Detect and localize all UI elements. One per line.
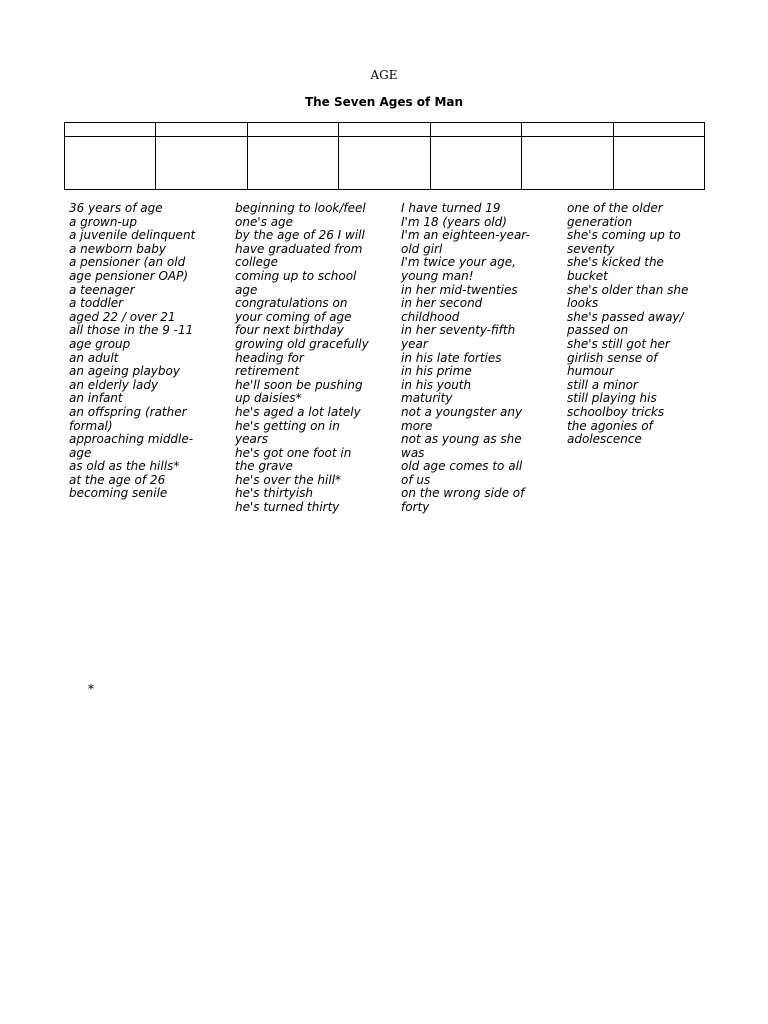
word-list-item: young man! — [401, 268, 474, 283]
word-list-item: the grave — [235, 459, 293, 474]
word-list-item: age — [235, 282, 258, 297]
word-list-item: formal) — [69, 418, 113, 433]
word-list-item: an adult — [69, 350, 119, 365]
word-list-item: forty — [401, 500, 430, 515]
table-header-cell — [65, 123, 156, 137]
word-list-item: seventy — [567, 241, 615, 256]
page-title: The Seven Ages of Man — [304, 95, 464, 109]
word-list-item: passed on — [567, 323, 629, 338]
word-list-item: old age comes to all — [401, 459, 523, 474]
table-body-cell — [156, 137, 247, 190]
word-list-item: not as young as she — [401, 432, 522, 447]
word-list-item: childhood — [401, 309, 460, 324]
word-list-item: in her second — [401, 296, 483, 311]
word-list-item: four next birthday — [235, 323, 344, 338]
word-list-item: at the age of 26 — [69, 472, 166, 487]
word-list-item: in her seventy-fifth — [401, 323, 516, 338]
word-list-item: retirement — [235, 364, 300, 379]
word-list-item: an ageing playboy — [69, 364, 180, 379]
table-body-cell — [522, 137, 613, 190]
word-list-item: maturity — [401, 391, 453, 406]
word-list-item: a grown-up — [69, 214, 138, 229]
table-body-cell — [339, 137, 430, 190]
word-list-item: up daisies* — [235, 391, 302, 406]
word-list-item: he's over the hill* — [235, 472, 342, 487]
word-list-item: I'm twice your age, — [401, 255, 516, 270]
table-header-cell — [156, 123, 247, 137]
word-list-item: aged 22 / over 21 — [69, 309, 176, 324]
table-body-cell — [613, 137, 704, 190]
page-heading: AGE — [370, 68, 398, 82]
word-list-item: generation — [567, 214, 633, 229]
word-list-item: your coming of age — [235, 309, 352, 324]
word-list-item: humour — [567, 364, 614, 379]
word-list-item: beginning to look/feel — [235, 201, 366, 215]
word-list-item: 36 years of age — [69, 201, 163, 215]
word-list-item: I'm 18 (years old) — [401, 214, 507, 229]
word-column-3 — [401, 202, 546, 515]
table-header-cell — [247, 123, 338, 137]
word-list-item: in his youth — [401, 377, 472, 392]
word-list-item: year — [401, 336, 428, 351]
word-column-1 — [69, 202, 214, 501]
word-list-item: in his prime — [401, 364, 472, 379]
word-list-item: still a minor — [567, 377, 638, 392]
word-list-item: of us — [401, 472, 431, 487]
word-list-item: approaching middle- — [69, 432, 194, 447]
word-list-item: years — [235, 432, 269, 447]
table-header-cell — [522, 123, 613, 137]
word-list-item: have graduated from — [235, 241, 363, 256]
word-list-item: in her mid-twenties — [401, 282, 518, 297]
word-list-item: college — [235, 255, 278, 270]
word-list-item: he's getting on in — [235, 418, 340, 433]
word-list-item: age — [69, 445, 92, 460]
word-list-item: a newborn baby — [69, 241, 166, 256]
word-list-item: he's turned thirty — [235, 500, 340, 515]
word-list-item: he'll soon be pushing — [235, 377, 363, 392]
word-column-2 — [235, 202, 380, 515]
word-list-item: on the wrong side of — [401, 486, 525, 501]
table-header-cell — [430, 123, 521, 137]
word-list-item: she's older than she — [567, 282, 689, 297]
word-list-item: a juvenile delinquent — [69, 228, 196, 243]
table-body-cell — [247, 137, 338, 190]
table-body-row — [65, 137, 705, 190]
word-list-item: schoolboy tricks — [567, 404, 665, 419]
word-list-item: a toddler — [69, 296, 124, 311]
word-list-item: an elderly lady — [69, 377, 159, 392]
word-list-item: an offspring (rather — [69, 404, 187, 419]
word-list-item: still playing his — [567, 391, 657, 406]
word-list-item: looks — [567, 296, 599, 311]
word-list-item: coming up to school — [235, 268, 357, 283]
footnote-marker: * — [88, 682, 94, 696]
word-list-item: not a youngster any — [401, 404, 523, 419]
word-list-item: he's got one foot in — [235, 445, 352, 460]
word-list-item: an infant — [69, 391, 123, 406]
word-list-item: she's coming up to — [567, 228, 681, 243]
word-list-item: congratulations on — [235, 296, 348, 311]
table-body-cell — [430, 137, 521, 190]
word-list-item: she's passed away/ — [567, 309, 684, 324]
word-list-item: age group — [69, 336, 131, 351]
word-list-item: a pensioner (an old — [69, 255, 186, 270]
word-list-item: in his late forties — [401, 350, 502, 365]
word-list-item: one's age — [235, 214, 294, 229]
word-list-item: a teenager — [69, 282, 135, 297]
word-list-item: he's thirtyish — [235, 486, 313, 501]
seven-ages-table — [64, 122, 705, 190]
table-header-cell — [339, 123, 430, 137]
word-list-item: was — [401, 445, 425, 460]
word-list-item: as old as the hills* — [69, 459, 180, 474]
word-list-item: growing old gracefully — [235, 336, 369, 351]
word-list-item: girlish sense of — [567, 350, 658, 365]
table-header-row — [65, 123, 705, 137]
table-header-cell — [613, 123, 704, 137]
word-list-item: by the age of 26 I will — [235, 228, 365, 243]
word-list-item: one of the older — [567, 201, 663, 215]
word-list-item: she's still got her — [567, 336, 670, 351]
word-list-item: all those in the 9 -11 — [69, 323, 194, 338]
word-column-4 — [567, 202, 712, 447]
word-list-item: bucket — [567, 268, 608, 283]
word-list-item: heading for — [235, 350, 304, 365]
word-list-item: I have turned 19 — [401, 201, 501, 215]
word-list-item: I'm an eighteen-year- — [401, 228, 530, 243]
word-list-item: he's aged a lot lately — [235, 404, 361, 419]
word-list-item: becoming senile — [69, 486, 168, 501]
word-list-item: the agonies of — [567, 418, 653, 433]
word-list-item: more — [401, 418, 433, 433]
word-list-item: age pensioner OAP) — [69, 268, 189, 283]
word-list-item: old girl — [401, 241, 443, 256]
table-body-cell — [65, 137, 156, 190]
word-list-item: she's kicked the — [567, 255, 664, 270]
word-list-item: adolescence — [567, 432, 642, 447]
